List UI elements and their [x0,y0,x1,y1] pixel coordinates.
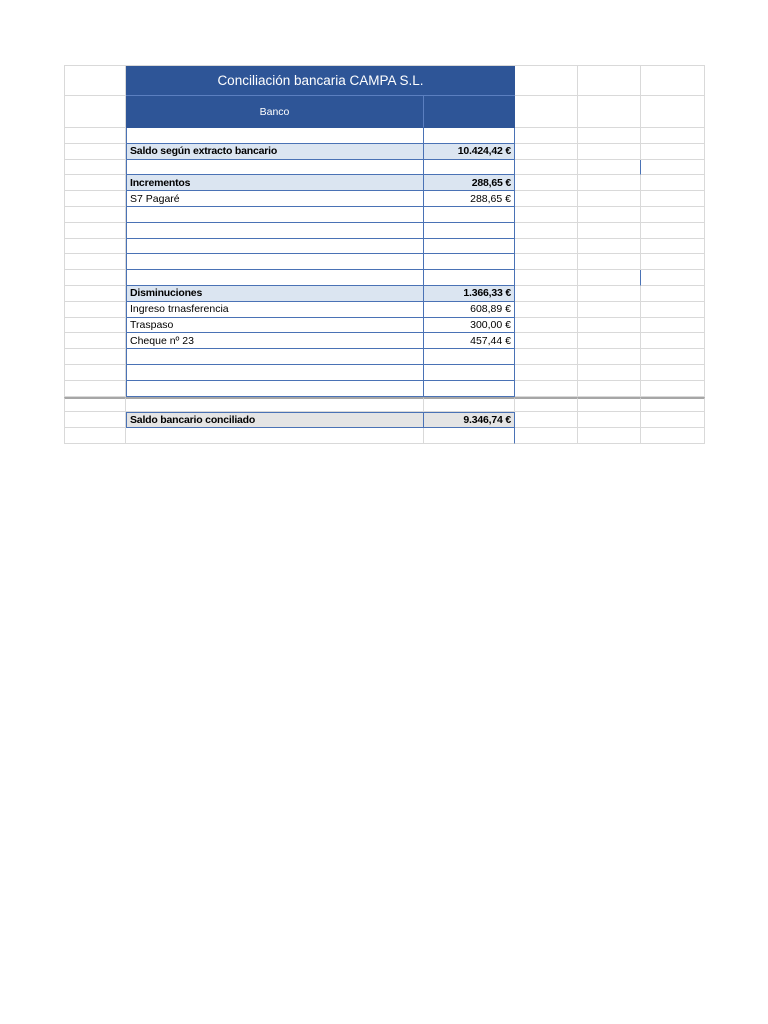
empty-row [64,397,705,413]
disminucion-item-label[interactable]: Traspaso [126,318,424,334]
grid-cell[interactable] [515,144,578,160]
grid-cell[interactable] [424,223,515,239]
grid-cell[interactable] [424,160,515,176]
grid-cell[interactable] [424,397,515,413]
incrementos-label[interactable]: Incrementos [126,175,424,191]
disminucion-item-label[interactable]: Ingreso trnasferencia [126,302,424,318]
grid-cell[interactable] [64,302,126,318]
bank-subheader[interactable]: Banco [126,96,424,128]
grid-cell[interactable] [641,160,705,176]
grid-cell[interactable] [515,286,578,302]
empty-row [64,254,705,270]
incrementos-row [64,175,705,191]
saldo-conciliado-value[interactable]: 9.346,74 € [424,412,515,428]
title-row [64,65,705,96]
grid-cell[interactable] [126,223,424,239]
grid-cell[interactable] [641,412,705,428]
grid-cell[interactable] [424,239,515,255]
disminucion-item-value[interactable]: 300,00 € [424,318,515,334]
grid-cell[interactable] [126,349,424,365]
grid-cell[interactable] [641,365,705,381]
subheader-row [64,96,705,128]
grid-cell[interactable] [126,207,424,223]
grid-cell[interactable] [641,286,705,302]
incrementos-total[interactable]: 288,65 € [424,175,515,191]
grid-cell[interactable] [64,254,126,270]
disminuciones-total[interactable]: 1.366,33 € [424,286,515,302]
grid-cell[interactable] [64,349,126,365]
grid-cell[interactable] [641,349,705,365]
empty-row [64,207,705,223]
grid-cell[interactable] [578,207,641,223]
grid-cell[interactable] [641,270,705,286]
grid-cell[interactable] [641,207,705,223]
empty-row [64,428,705,444]
grid-cell[interactable] [515,349,578,365]
grid-cell[interactable] [641,223,705,239]
saldo-extracto-row [64,144,705,160]
grid-cell[interactable] [641,397,705,413]
grid-cell[interactable] [578,223,641,239]
grid-cell[interactable] [641,318,705,334]
grid-cell[interactable] [641,128,705,144]
incremento-item-label[interactable]: S7 Pagaré [126,191,424,207]
grid-cell[interactable] [641,381,705,397]
grid-cell[interactable] [64,381,126,397]
grid-cell[interactable] [578,239,641,255]
grid-cell[interactable] [641,302,705,318]
grid-cell[interactable] [515,333,578,349]
grid-cell[interactable] [515,128,578,144]
grid-cell[interactable] [424,428,515,444]
grid-cell[interactable] [641,333,705,349]
grid-cell[interactable] [515,318,578,334]
grid-cell[interactable] [64,207,126,223]
grid-cell[interactable] [126,365,424,381]
grid-cell[interactable] [515,428,578,444]
grid-cell[interactable] [126,397,424,413]
grid-cell[interactable] [126,239,424,255]
disminuciones-row [64,286,705,302]
grid-cell[interactable] [515,175,578,191]
grid-cell[interactable] [126,254,424,270]
empty-row [64,270,705,286]
grid-cell[interactable] [578,333,641,349]
empty-row [64,128,705,144]
grid-cell[interactable] [64,286,126,302]
grid-cell[interactable] [126,128,424,144]
grid-cell[interactable] [641,254,705,270]
grid-cell[interactable] [515,254,578,270]
grid-cell[interactable] [424,270,515,286]
empty-row [64,223,705,239]
grid-cell[interactable] [578,144,641,160]
grid-cell[interactable] [578,175,641,191]
grid-cell[interactable] [64,223,126,239]
grid-cell[interactable] [64,65,126,96]
grid-cell[interactable] [641,239,705,255]
empty-row [64,239,705,255]
grid-cell[interactable] [126,160,424,176]
grid-cell[interactable] [515,381,578,397]
disminucion-item-value[interactable]: 608,89 € [424,302,515,318]
grid-cell[interactable] [641,428,705,444]
grid-cell[interactable] [578,286,641,302]
empty-row [64,381,705,397]
grid-cell[interactable] [641,144,705,160]
grid-cell[interactable] [578,270,641,286]
spreadsheet-grid [64,65,705,444]
grid-cell[interactable] [424,254,515,270]
saldo-extracto-label[interactable]: Saldo según extracto bancario [126,144,424,160]
grid-cell[interactable] [578,412,641,428]
grid-cell[interactable] [515,397,578,413]
grid-cell[interactable] [64,160,126,176]
grid-cell[interactable] [126,270,424,286]
grid-cell[interactable] [578,381,641,397]
grid-cell[interactable] [64,175,126,191]
grid-cell[interactable] [641,191,705,207]
table-row [64,191,705,207]
empty-row [64,160,705,176]
grid-cell[interactable] [64,412,126,428]
grid-cell[interactable] [515,365,578,381]
grid-cell[interactable] [64,191,126,207]
grid-cell[interactable] [64,96,126,128]
grid-cell[interactable] [64,397,126,413]
grid-cell[interactable] [578,128,641,144]
grid-cell[interactable] [64,128,126,144]
grid-cell[interactable] [515,191,578,207]
grid-cell[interactable] [578,160,641,176]
grid-cell[interactable] [578,349,641,365]
grid-cell[interactable] [641,175,705,191]
grid-cell[interactable] [64,333,126,349]
grid-cell[interactable] [424,365,515,381]
empty-row [64,349,705,365]
table-row [64,318,705,334]
grid-cell[interactable] [515,223,578,239]
grid-cell[interactable] [578,318,641,334]
saldo-conciliado-row [64,412,705,428]
grid-cell[interactable] [64,318,126,334]
grid-cell[interactable] [424,207,515,223]
grid-cell[interactable] [515,412,578,428]
table-row [64,302,705,318]
grid-cell[interactable] [515,160,578,176]
grid-cell[interactable] [578,365,641,381]
report-title[interactable]: Conciliación bancaria CAMPA S.L. [126,65,515,96]
grid-cell[interactable] [126,428,424,444]
grid-cell[interactable] [641,96,705,128]
grid-cell[interactable] [424,96,515,128]
disminucion-item-value[interactable]: 457,44 € [424,333,515,349]
grid-cell[interactable] [578,254,641,270]
grid-cell[interactable] [578,397,641,413]
grid-cell[interactable] [578,428,641,444]
grid-cell[interactable] [578,65,641,96]
grid-cell[interactable] [64,365,126,381]
grid-cell[interactable] [515,239,578,255]
grid-cell[interactable] [515,65,578,96]
grid-cell[interactable] [424,381,515,397]
incremento-item-value[interactable]: 288,65 € [424,191,515,207]
grid-cell[interactable] [64,428,126,444]
saldo-extracto-value[interactable]: 10.424,42 € [424,144,515,160]
disminuciones-label[interactable]: Disminuciones [126,286,424,302]
grid-cell[interactable] [578,96,641,128]
grid-cell[interactable] [515,302,578,318]
grid-cell[interactable] [515,207,578,223]
grid-cell[interactable] [64,270,126,286]
grid-cell[interactable] [515,96,578,128]
grid-cell[interactable] [126,381,424,397]
grid-cell[interactable] [424,128,515,144]
grid-cell[interactable] [578,191,641,207]
disminucion-item-label[interactable]: Cheque nº 23 [126,333,424,349]
table-row [64,333,705,349]
grid-cell[interactable] [641,65,705,96]
grid-cell[interactable] [64,144,126,160]
empty-row [64,365,705,381]
grid-cell[interactable] [64,239,126,255]
grid-cell[interactable] [578,302,641,318]
grid-cell[interactable] [424,349,515,365]
grid-cell[interactable] [515,270,578,286]
saldo-conciliado-label[interactable]: Saldo bancario conciliado [126,412,424,428]
